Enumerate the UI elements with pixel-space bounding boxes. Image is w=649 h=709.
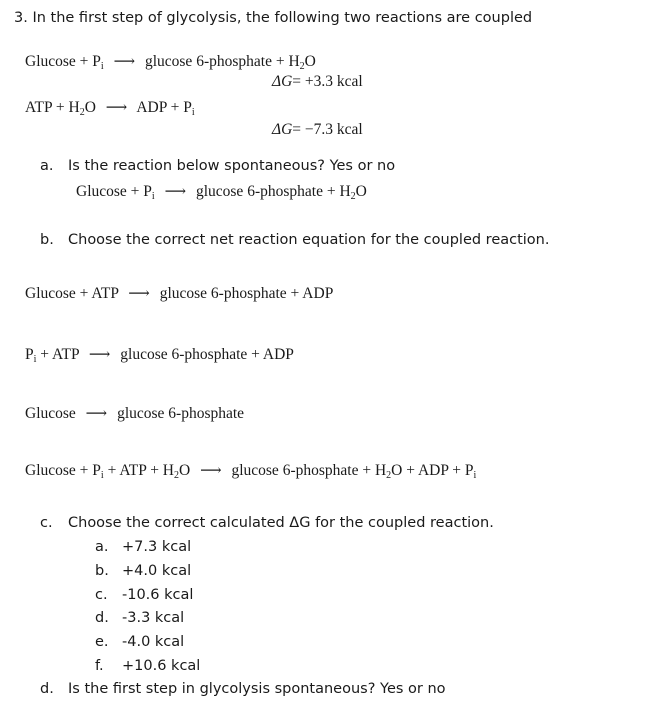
choice-value: -4.0 kcal bbox=[122, 634, 185, 650]
reactant: P bbox=[143, 183, 152, 200]
part-c-choice-b[interactable] bbox=[95, 563, 191, 579]
plus-sign: + bbox=[170, 99, 180, 116]
product: glucose 6-phosphate bbox=[195, 183, 323, 200]
question-header bbox=[14, 10, 532, 26]
part-label: b. bbox=[40, 232, 54, 248]
subscript: 2 bbox=[350, 191, 356, 202]
part-b-option-3[interactable] bbox=[25, 404, 244, 423]
option-products: glucose 6-phosphate + ADP bbox=[159, 285, 334, 302]
reaction-arrow-icon: ⟶ bbox=[200, 463, 222, 479]
reaction-1 bbox=[25, 52, 316, 71]
delta-g-value: = −7.3 kcal bbox=[292, 121, 363, 138]
part-label: a. bbox=[40, 158, 54, 174]
reaction-2-delta-g bbox=[272, 121, 363, 139]
subscript: i bbox=[100, 470, 104, 481]
product: ADP bbox=[136, 99, 167, 116]
option-products: glucose 6-phosphate bbox=[117, 405, 245, 422]
subscript: 2 bbox=[299, 61, 305, 72]
choice-label: d. bbox=[95, 610, 109, 626]
subscript: i bbox=[191, 107, 195, 118]
product: P bbox=[183, 99, 192, 116]
product: O bbox=[355, 183, 367, 200]
delta-g-label: ΔG bbox=[272, 121, 293, 138]
part-d-text: Is the first step in glycolysis spontaneous? Yes or no bbox=[68, 681, 446, 697]
reaction-2 bbox=[25, 98, 195, 117]
choice-label: c. bbox=[95, 587, 108, 603]
part-label: c. bbox=[40, 515, 53, 531]
choice-value: -3.3 kcal bbox=[122, 610, 185, 626]
part-a-question bbox=[40, 158, 395, 174]
option-reactants: + ATP bbox=[36, 346, 80, 363]
plus-sign: + bbox=[326, 183, 336, 200]
subscript: 2 bbox=[79, 107, 85, 118]
part-c-question bbox=[40, 515, 494, 531]
plus-sign: + bbox=[79, 53, 89, 70]
reaction-arrow-icon: ⟶ bbox=[128, 286, 150, 302]
part-d-question bbox=[40, 681, 446, 697]
option-reactants: Glucose bbox=[25, 405, 76, 422]
reactant: O bbox=[84, 99, 96, 116]
subscript: i bbox=[473, 470, 477, 481]
subscript: 2 bbox=[174, 470, 179, 481]
subscript: 2 bbox=[386, 470, 392, 481]
choice-value: +10.6 kcal bbox=[122, 658, 201, 674]
reaction-arrow-icon: ⟶ bbox=[105, 100, 128, 116]
question-number: 3. bbox=[14, 10, 28, 26]
reaction-arrow-icon: ⟶ bbox=[85, 406, 108, 422]
part-c-choice-d[interactable] bbox=[95, 610, 184, 626]
product: glucose 6-phosphate bbox=[144, 53, 272, 70]
product: O bbox=[304, 53, 316, 70]
option-reactants: Glucose + ATP bbox=[25, 285, 119, 302]
option-reactants: P bbox=[25, 346, 34, 363]
option-products: glucose 6-phosphate + H bbox=[231, 462, 387, 479]
part-c-choice-f[interactable] bbox=[95, 658, 200, 674]
reactant: ATP bbox=[25, 99, 52, 116]
plus-sign: + bbox=[55, 99, 65, 116]
choice-label: e. bbox=[95, 634, 109, 650]
part-c-choice-a[interactable] bbox=[95, 539, 191, 555]
part-b-text: Choose the correct net reaction equation for the coupled reaction. bbox=[68, 232, 550, 248]
subscript: i bbox=[33, 354, 37, 365]
choice-value: -10.6 kcal bbox=[122, 587, 194, 603]
part-c-choice-e[interactable] bbox=[95, 634, 184, 650]
part-c-choice-c[interactable] bbox=[95, 587, 193, 603]
part-b-option-2[interactable] bbox=[25, 345, 294, 364]
reaction-arrow-icon: ⟶ bbox=[164, 184, 187, 200]
part-a-equation bbox=[76, 182, 367, 201]
part-b-question bbox=[40, 232, 549, 248]
choice-value: +4.0 kcal bbox=[122, 563, 192, 579]
question-text: In the first step of glycolysis, the following two reactions are coupled bbox=[32, 10, 533, 26]
reaction-arrow-icon: ⟶ bbox=[88, 347, 111, 363]
delta-g-label: ΔG bbox=[272, 73, 293, 90]
subscript: i bbox=[151, 191, 155, 202]
part-c-text: Choose the correct calculated ΔG for the coupled reaction. bbox=[68, 515, 494, 531]
reactant: Glucose bbox=[76, 183, 127, 200]
delta-g-value: = +3.3 kcal bbox=[292, 73, 363, 90]
choice-label: f. bbox=[95, 658, 104, 674]
plus-sign: + bbox=[130, 183, 140, 200]
option-products: O + ADP + P bbox=[391, 462, 474, 479]
reaction-1-delta-g bbox=[272, 73, 363, 91]
reactant: Glucose bbox=[25, 53, 76, 70]
option-reactants: O bbox=[179, 462, 191, 479]
choice-label: b. bbox=[95, 563, 109, 579]
product: H bbox=[339, 183, 351, 200]
reactant: H bbox=[68, 99, 80, 116]
part-b-option-4[interactable] bbox=[25, 461, 476, 480]
part-label: d. bbox=[40, 681, 54, 697]
reactant: P bbox=[92, 53, 101, 70]
reaction-arrow-icon: ⟶ bbox=[113, 54, 136, 70]
choice-value: +7.3 kcal bbox=[122, 539, 192, 555]
option-products: glucose 6-phosphate + ADP bbox=[120, 346, 294, 363]
product: H bbox=[288, 53, 300, 70]
plus-sign: + bbox=[275, 53, 285, 70]
option-reactants: Glucose + P bbox=[25, 462, 101, 479]
part-b-option-1[interactable] bbox=[25, 284, 333, 303]
part-a-text: Is the reaction below spontaneous? Yes or no bbox=[68, 158, 396, 174]
choice-label: a. bbox=[95, 539, 109, 555]
subscript: i bbox=[100, 61, 104, 72]
option-reactants: + ATP + H bbox=[103, 462, 174, 479]
